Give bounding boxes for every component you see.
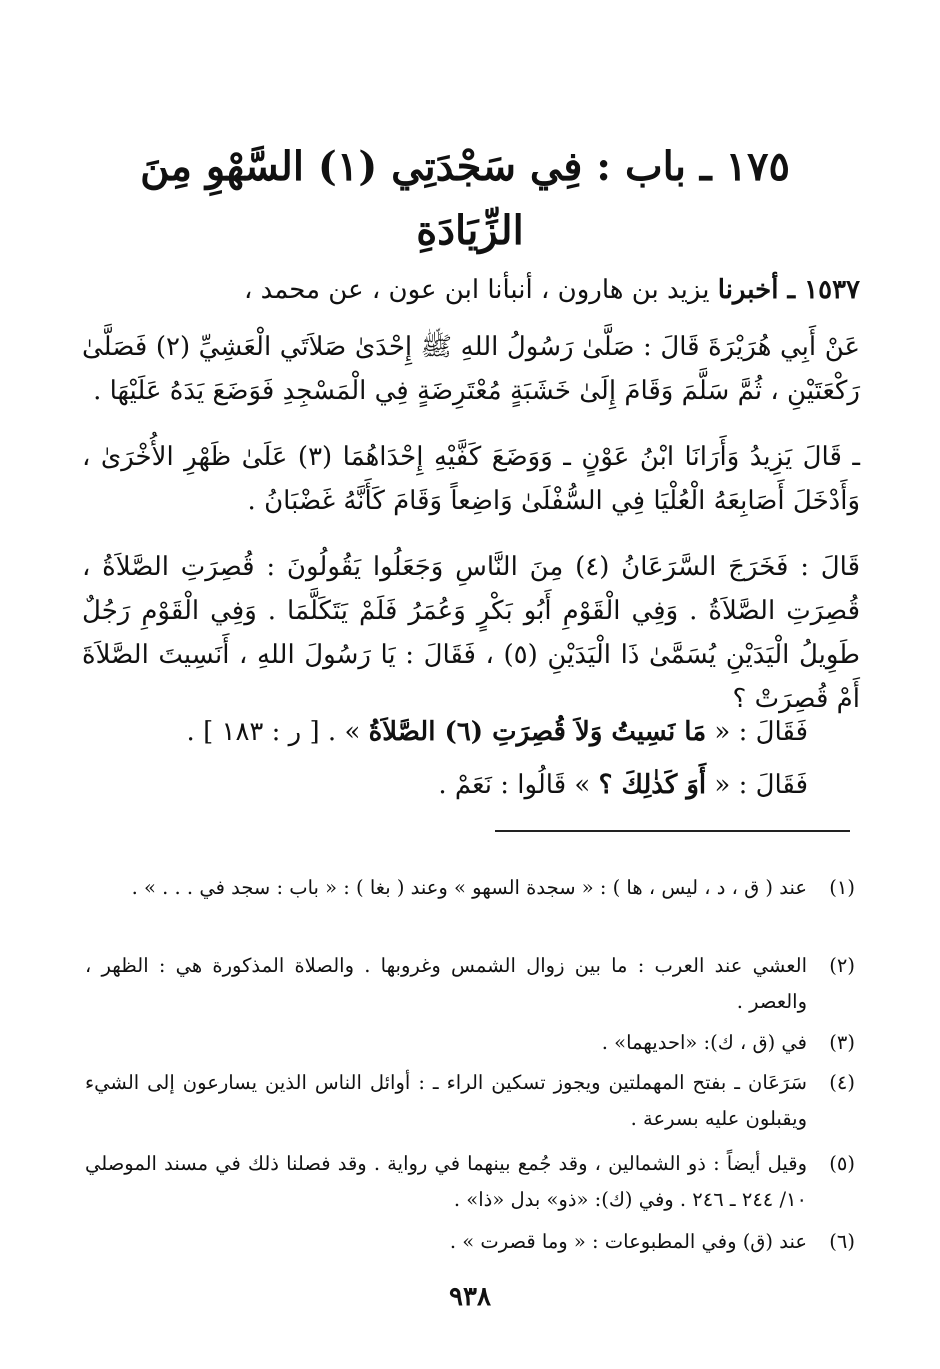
hadith-paragraph-3 [82,545,860,721]
footnote-separator [495,830,850,832]
footnote-number: (١) [829,876,855,899]
prophet-saying: مَا نَسِيتُ وَلاَ قُصِرَتِ (٦) الصَّلاَةُ [368,717,707,747]
matn-paragraph: قَالَ : فَخَرَجَ السَّرَعَانُ (٤) مِنَ النَّاسِ وَجَعَلُوا يَقُولُونَ : قُصِرَتِ الصَّلاَةُ ، قُصِرَتِ الصَّلاَةُ . وَفِي الْقَوْمِ أَبُو بَكْرٍ وَعُمَرُ فَلَمْ يَتَكَلَّمَا . وَفِي الْقَوْمِ رَجُلٌ طَوِيلُ الْيَدَيْنِ يُسَمَّىٰ ذَا الْيَدَيْنِ (٥) ، فَقَالَ : يَا رَسُولَ اللهِ ، أَنَسِيتَ الصَّلاَةَ أَمْ قُصِرَتْ ؟ [82,552,860,714]
hadith-isnad [82,268,860,312]
footnote-2 [85,948,855,1020]
footnote-6 [85,1224,855,1260]
hadith-paragraph-5: فَقَالَ : « أَوَ كَذٰلِكَ ؟ » قَالُوا : نَعَمْ . [438,770,808,800]
matn-paragraph: ـ قَالَ يَزِيدُ وَأَرَانَا ابْنُ عَوْنٍ ـ وَوَضَعَ كَفَّيْهِ إِحْدَاهُمَا (٣) عَلَىٰ ظَهْرِ الأُخْرَىٰ ، وَأَدْخَلَ أَصَابِعَهُ الْعُلْيَا فِي السُّفْلَىٰ وَاضِعاً وَقَامَ كَأَنَّهُ غَضْبَانُ . [82,442,860,516]
footnote-text: سَرَعَان ـ بفتح المهملتين ويجوز تسكين الراء ـ : أوائل الناس الذين يسارعون إلى الشيء ويقبلون عليه بسرعة . [85,1071,807,1130]
footnote-text: عند (ق) وفي المطبوعات : « وما قصرت » . [449,1230,807,1253]
footnote-number: (٣) [829,1031,855,1054]
hadith-paragraph-4: فَقَالَ : « مَا نَسِيتُ وَلاَ قُصِرَتِ (٦) الصَّلاَةُ » . [ ر : ١٨٣ ] . [186,717,808,747]
footnote-number: (٢) [829,954,855,977]
footnote-4 [85,1065,855,1137]
hadith-number: ١٥٣٧ ـ أخبرنا [717,275,860,305]
footnote-3 [85,1025,855,1061]
footnote-number: (٥) [829,1152,855,1175]
chapter-title [140,135,790,263]
footnote-text: العشي عند العرب : ما بين زوال الشمس وغروبها . والصلاة المذكورة هي : الظهر ، والعصر . [85,954,807,1013]
page-number: ٩٣٨ [449,1282,491,1312]
footnote-text: في (ق ، ك): «احديهما» . [601,1031,807,1054]
prophet-saying: أَوَ كَذٰلِكَ ؟ [598,770,707,800]
hadith-paragraph-2 [82,435,860,523]
chapter-title-line-1: ١٧٥ ـ باب : فِي سَجْدَتِي (١) السَّهْوِ مِنَ [140,143,790,190]
footnote-number: (٦) [829,1230,855,1253]
footnote-text: وقيل أيضاً : ذو الشمالين ، وقد جُمع بينهما في رواية . وقد فصلنا ذلك في مسند الموصلي ١٠/ ٢٤٤ ـ ٢٤٦ . وفي (ك): «ذو» بدل «ذا» . [85,1152,807,1211]
matn-paragraph: عَنْ أَبِي هُرَيْرَةَ قَالَ : صَلَّىٰ رَسُولُ اللهِ ﷺ إِحْدَىٰ صَلاَتَي الْعَشِيِّ (٢) فَصَلَّىٰ رَكْعَتَيْنِ ، ثُمَّ سَلَّمَ وَقَامَ إِلَىٰ خَشَبَةٍ مُعْتَرِضَةٍ فِي الْمَسْجِدِ فَوَضَعَ يَدَهُ عَلَيْهَا . [82,332,860,406]
footnote-number: (٤) [829,1071,855,1094]
hadith-paragraph-1 [82,325,860,413]
footnote-5 [85,1146,855,1218]
footnote-text: عند ( ق ، د ، ليس ، ها ) : « سجدة السهو » وعند ( بغا ) : « باب : سجد في . . . » . [131,876,807,899]
footnote-1 [85,870,855,906]
chapter-title-line-2: الزِّيَادَةِ [416,207,524,254]
isnad-text: يزيد بن هارون ، أنبأنا ابن عون ، عن محمد ، [243,275,710,305]
